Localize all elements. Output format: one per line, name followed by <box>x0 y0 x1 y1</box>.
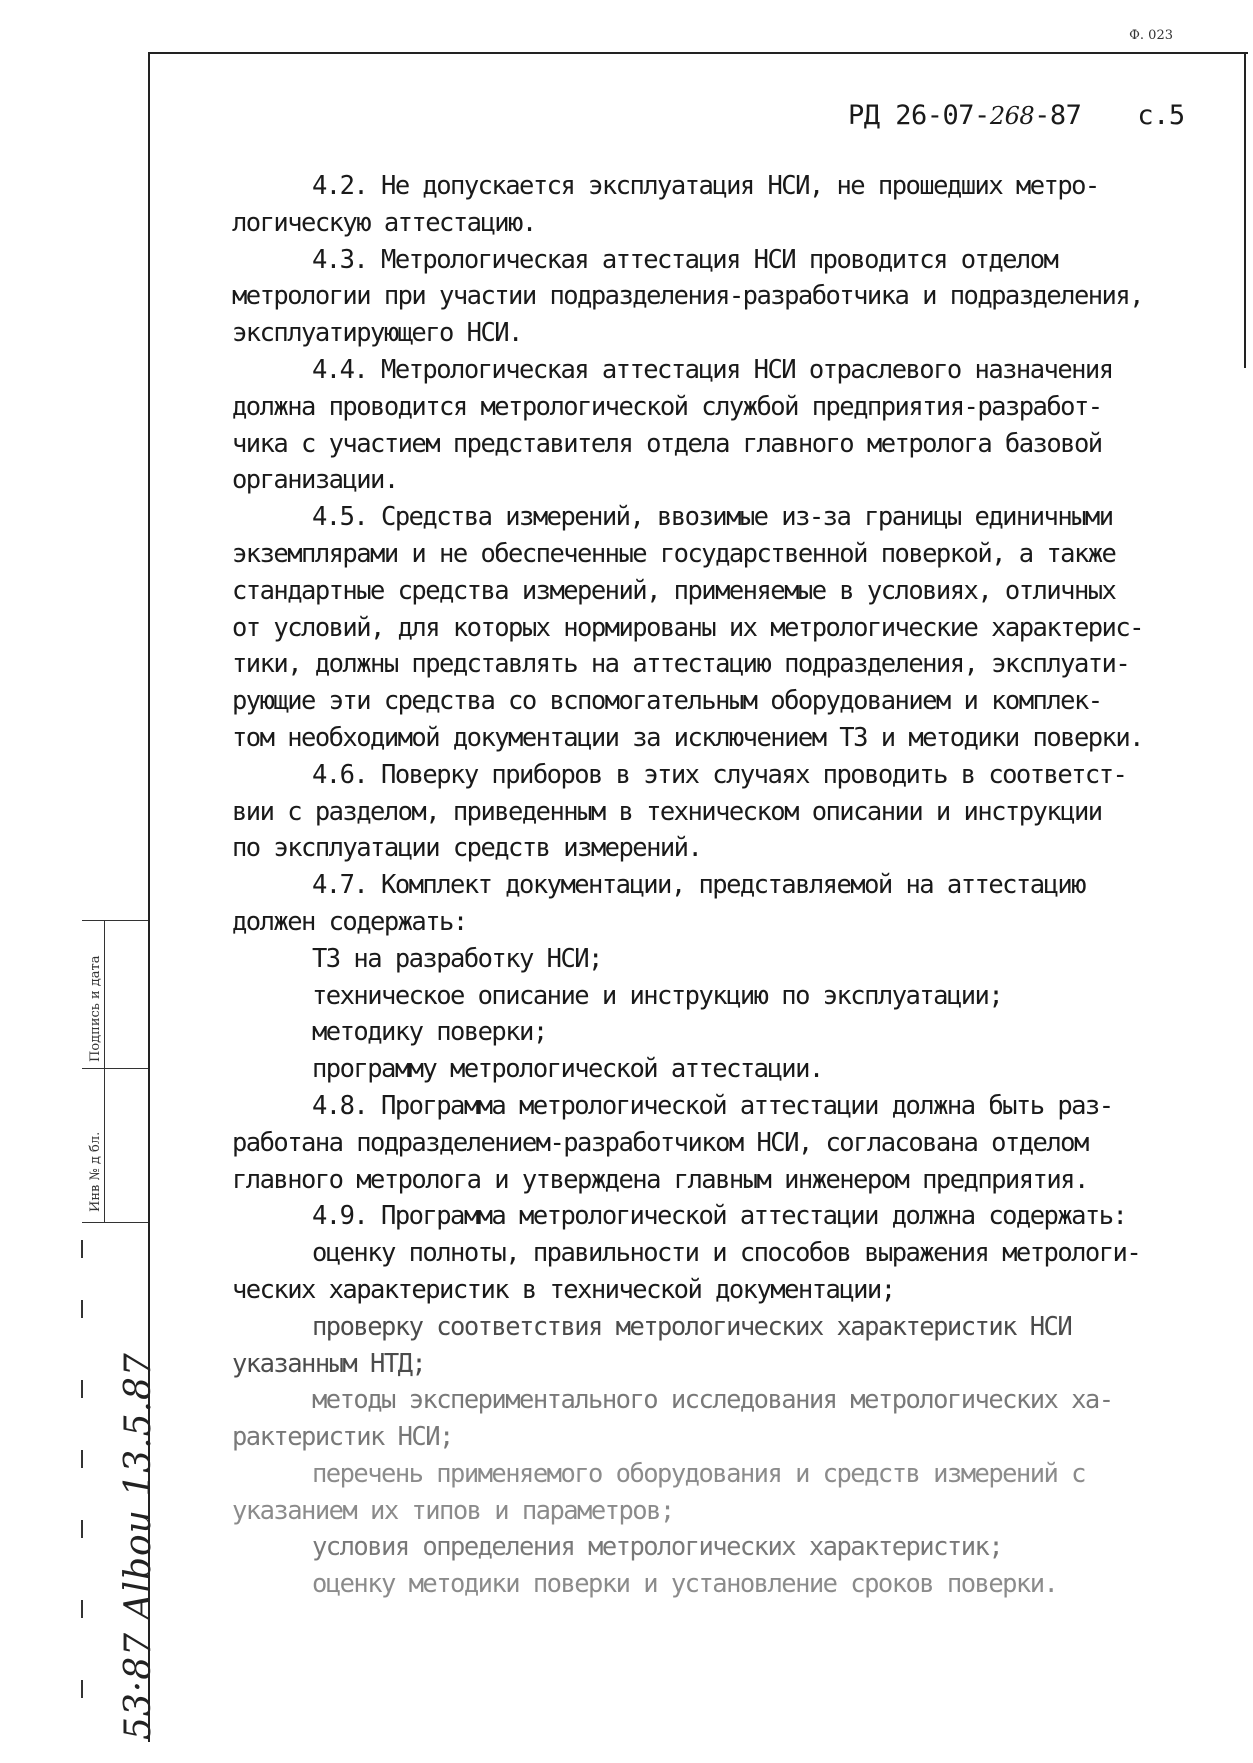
text-line: организации. <box>232 465 398 496</box>
stamp-dash <box>81 1680 83 1698</box>
text-line: 4.3. Метрологическая аттестация НСИ проводится отделом <box>312 244 1058 275</box>
stamp-column-line <box>104 920 105 1222</box>
text-line: техническое описание и инструкцию по эксплуатации; <box>312 980 1003 1011</box>
stamp-dash <box>81 1240 83 1258</box>
text-line: 4.6. Поверку приборов в этих случаях проводить в соответст- <box>312 759 1127 790</box>
text-line: метрологии при участии подразделения-разработчика и подразделения, <box>232 281 1143 312</box>
text-line: главного метролога и утверждена главным инженером предприятия. <box>232 1164 1088 1195</box>
text-line: от условий, для которых нормированы их метрологические характерис- <box>232 612 1143 643</box>
text-line: 4.9. Программа метрологической аттестации должна содержать: <box>312 1201 1127 1232</box>
text-line: должен содержать: <box>232 906 467 937</box>
text-line: 4.4. Метрологическая аттестация НСИ отраслевого назначения <box>312 354 1113 385</box>
frame-top-border <box>148 52 1248 54</box>
doc-number: 268 <box>989 102 1035 130</box>
doc-suffix: -87 <box>1034 100 1082 131</box>
document-header <box>848 100 1185 131</box>
text-line: условия определения метрологических характеристик; <box>312 1532 1003 1563</box>
stamp-divider <box>82 1068 148 1069</box>
stamp-dash <box>81 1520 83 1538</box>
text-line: методы экспериментального исследования метрологических ха- <box>312 1385 1113 1416</box>
stamp-label-inventory: Инв № д бл. <box>88 1131 103 1212</box>
text-line: эксплуатирующего НСИ. <box>232 318 522 349</box>
text-line: 4.5. Средства измерений, ввозимые из-за границы единичными <box>312 502 1113 533</box>
doc-prefix: РД 26-07- <box>848 100 990 131</box>
text-line: указанием их типов и параметров; <box>232 1495 674 1526</box>
text-line: по эксплуатации средств измерений. <box>232 833 702 864</box>
text-line: методику поверки; <box>312 1017 547 1048</box>
text-line: программу метрологической аттестации. <box>312 1054 823 1085</box>
text-line: 4.7. Комплект документации, представляемой на аттестацию <box>312 870 1085 901</box>
text-line: должна проводится метрологической службой предприятия-разработ- <box>232 391 1102 422</box>
stamp-label-signature: Подпись и дата <box>88 955 103 1062</box>
text-line: ческих характеристик в технической документации; <box>232 1274 895 1305</box>
document-body <box>232 168 1244 1603</box>
frame-right-border <box>1244 52 1246 368</box>
text-line: проверку соответствия метрологических характеристик НСИ <box>312 1311 1072 1342</box>
text-line: 4.8. Программа метрологической аттестации должна быть раз- <box>312 1090 1113 1121</box>
handwritten-signature: 53·87 Albou 13.5.87 <box>118 1352 159 1740</box>
stamp-dash <box>81 1600 83 1618</box>
text-line: рующие эти средства со вспомогательным оборудованием и комплек- <box>232 686 1102 717</box>
text-line: логическую аттестацию. <box>232 207 536 238</box>
text-line: оценку методики поверки и установление сроков поверки. <box>312 1569 1058 1600</box>
text-line: 4.2. Не допускается эксплуатация НСИ, не прошедших метро- <box>312 171 1099 201</box>
stamp-dash <box>81 1450 83 1468</box>
text-line: том необходимой документации за исключением ТЗ и методики поверки. <box>232 722 1143 753</box>
text-line: указанным НТД; <box>232 1348 426 1379</box>
page-number: с.5 <box>1137 100 1185 131</box>
stamp-divider <box>82 1222 148 1223</box>
text-line: оценку полноты, правильности и способов выражения метрологи- <box>312 1238 1141 1269</box>
text-line: работана подразделением-разработчиком НСИ, согласована отделом <box>232 1127 1088 1158</box>
stamp-divider <box>82 920 148 921</box>
text-line: чика с участием представителя отдела главного метролога базовой <box>232 428 1102 459</box>
text-line: перечень применяемого оборудования и средств измерений с <box>312 1458 1085 1489</box>
form-code: Ф. 023 <box>1129 28 1173 43</box>
text-line: экземплярами и не обеспеченные государственной поверкой, а также <box>232 538 1116 569</box>
text-line: ТЗ на разработку НСИ; <box>312 943 602 974</box>
text-line: стандартные средства измерений, применяемые в условиях, отличных <box>232 575 1116 606</box>
stamp-dash <box>81 1300 83 1318</box>
text-line: вии с разделом, приведенным в техническом описании и инструкции <box>232 796 1102 827</box>
stamp-dash <box>81 1380 83 1398</box>
text-line: рактеристик НСИ; <box>232 1422 453 1453</box>
text-line: тики, должны представлять на аттестацию подразделения, эксплуати- <box>232 649 1130 680</box>
